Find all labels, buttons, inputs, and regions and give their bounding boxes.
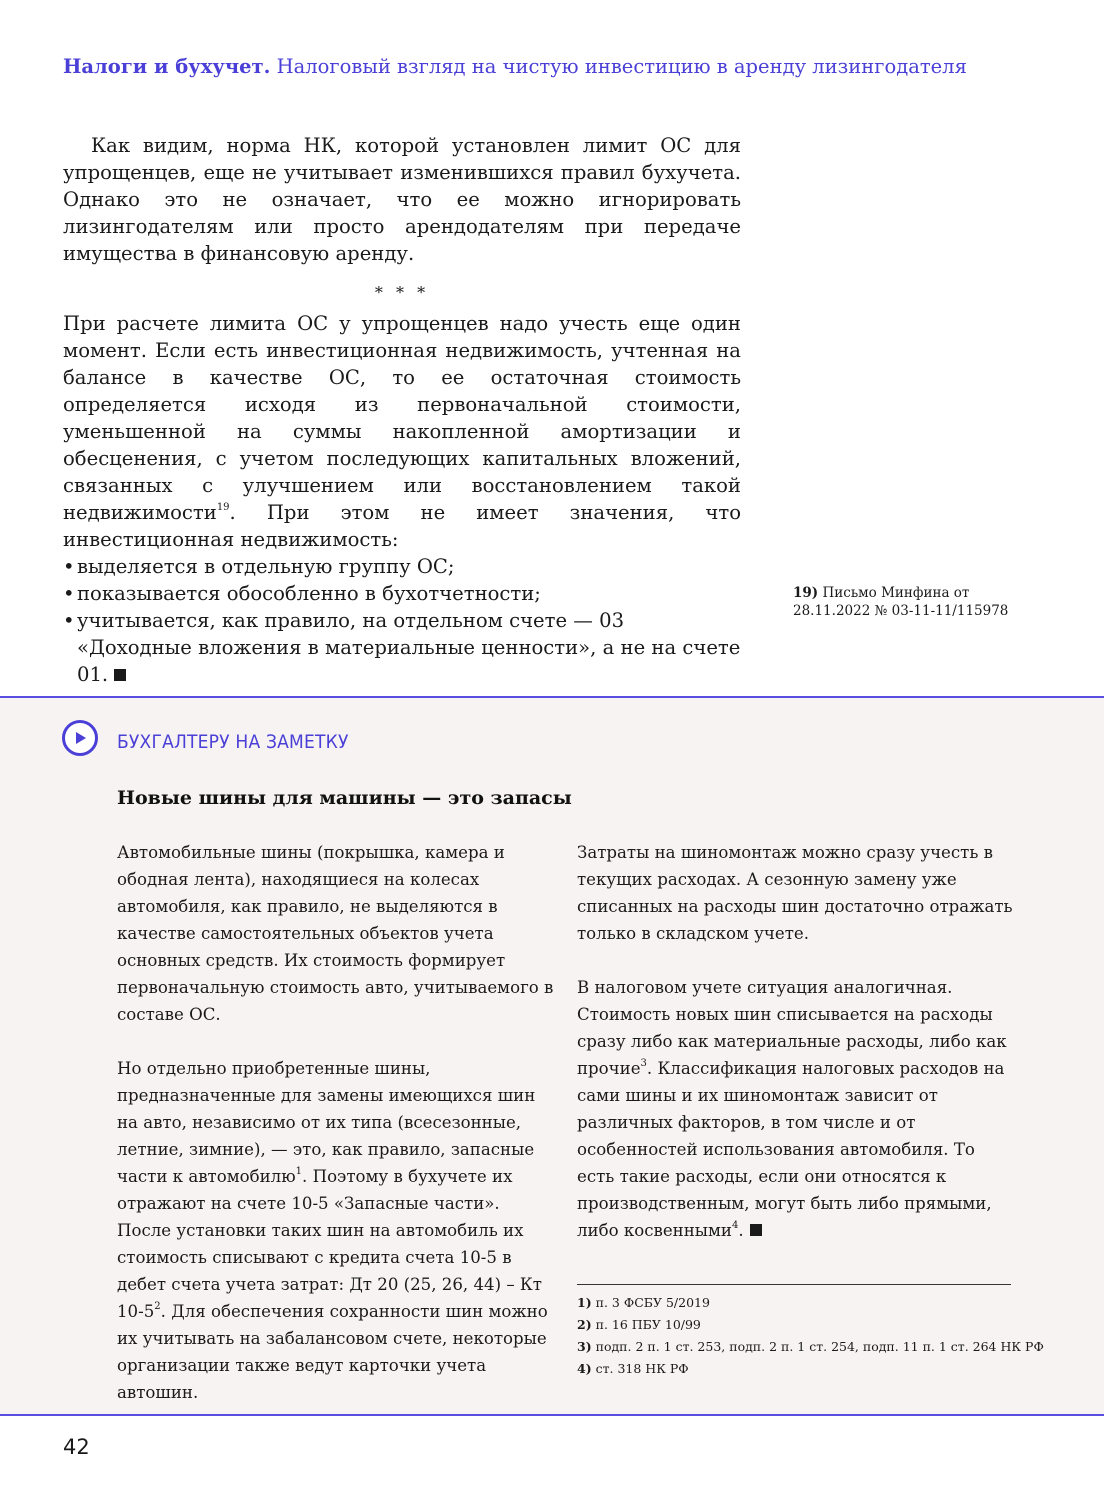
note-box-label: БУХГАЛТЕРУ НА ЗАМЕТКУ bbox=[117, 731, 349, 753]
list-item: • выделяется в отдельную группу ОС; bbox=[63, 553, 741, 580]
paragraph-2: При расчете лимита ОС у упрощенцев надо учесть еще один момент. Если есть инвестиционная недвижимость, учтенная на балансе в качестве ОС, то ее остаточная стоимость определяется исходя из первоначальной стоимости, уменьшенной на суммы накопленной амортизации и обесценения, с учетом последующих капитальных вложений, связанных с улучшением или восстановлением такой недвижимости$^{19}$. При этом не имеет значения, что инвестиционная недвижимость: bbox=[63, 312, 741, 551]
note-paragraph: Автомобильные шины (покрышка, камера и ободная лента), находящиеся на колесах автомобиля, как правило, не выделяются в качестве самостоятельных объектов учета основных средств. Их стоимость формирует первоначальную стоимость авто, учитываемого в составе ОС. bbox=[117, 843, 554, 1024]
footnote-item: 3) подп. 2 п. 1 ст. 253, подп. 2 п. 1 ст. 254, подп. 11 п. 1 ст. 264 НК РФ bbox=[577, 1339, 1044, 1354]
note-paragraph: Затраты на шиномонтаж можно сразу учесть в текущих расходах. А сезонную замену уже списанных на расходы шин достаточно отражать только в складском учете. bbox=[577, 843, 1013, 943]
end-mark-icon bbox=[750, 1224, 762, 1236]
sidenote-19 bbox=[793, 584, 1033, 620]
note-box-title: Новые шины для машины — это запасы bbox=[117, 787, 572, 809]
running-header bbox=[63, 54, 1063, 80]
footnote-divider bbox=[577, 1284, 1011, 1285]
footnote-item: 2) п. 16 ПБУ 10/99 bbox=[577, 1317, 701, 1332]
footnote-item: 1) п. 3 ФСБУ 5/2019 bbox=[577, 1295, 710, 1310]
paragraph-1: Как видим, норма НК, которой установлен лимит ОС для упрощенцев, еще не учитывает изменившихся правил бухучета. Однако это не означает, что ее можно игнорировать лизингодателям или просто арендодателям при передаче имущества в финансовую аренду. bbox=[63, 134, 741, 265]
note-paragraph: Но отдельно приобретенные шины, предназначенные для замены имеющихся шин на авто, независимо от их типа (всесезонные, летние, зимние), — это, как правило, запасные части к автомобилю$^1$. Поэтому в бухучете их отражают на счете 10-5 «Запасные части». После установки таких шин на автомобиль их стоимость списывают с кредита счета 10-5 в дебет счета учета затрат: Дт 20 (25, 26, 44) – Кт $10-5^2$. Для обеспечения сохранности шин можно их учитывать на забалансовом счете, некоторые организации также ведут карточки учета автошин. bbox=[117, 1059, 548, 1402]
play-icon bbox=[62, 720, 98, 756]
list-item: • показывается обособленно в бухотчетности; bbox=[63, 580, 741, 607]
end-mark-icon bbox=[114, 669, 126, 681]
note-column-right bbox=[577, 839, 1017, 1244]
footnote-ref-4[interactable]: 4 bbox=[731, 1220, 739, 1232]
sidenote-text: Письмо Минфина от 28.11.2022 № 03-11-11/115978 bbox=[793, 585, 1009, 619]
section-separator: * * * bbox=[374, 283, 430, 302]
footnote-ref-19[interactable]: 19 bbox=[216, 502, 230, 514]
header-section: Налоги и бухучет. bbox=[63, 55, 271, 78]
bullet-list bbox=[63, 553, 741, 688]
sidenote-number: 19) bbox=[793, 585, 819, 601]
footnote-ref-2[interactable]: 2 bbox=[154, 1301, 161, 1313]
page-number: 42 bbox=[63, 1435, 90, 1459]
note-column-left bbox=[117, 839, 557, 1406]
footnote-ref-1[interactable]: 1 bbox=[295, 1166, 303, 1178]
list-item: • учитывается, как правило, на отдельном счете — 03 «Доходные вложения в материальные ценности», а не на счете 01. bbox=[63, 607, 741, 688]
footnote-ref-3[interactable]: 3 bbox=[640, 1058, 647, 1070]
footnote-item: 4) ст. 318 НК РФ bbox=[577, 1361, 689, 1376]
footnotes-list bbox=[577, 1292, 1044, 1380]
main-article-text bbox=[63, 132, 741, 688]
note-paragraph: В налоговом учете ситуация аналогичная. Стоимость новых шин списывается на расходы сразу либо как материальные расходы, либо как прочие$^3$. Классификация налоговых расходов на сами шины и их шиномонтаж зависит от различных факторов, в том числе и от особенностей использования автомобиля. То есть такие расходы, если они относятся к производственным, могут быть либо прямыми, либо косвенными$^4$. bbox=[577, 978, 1007, 1240]
header-title: Налоговый взгляд на чистую инвестицию в аренду лизингодателя bbox=[276, 55, 967, 78]
